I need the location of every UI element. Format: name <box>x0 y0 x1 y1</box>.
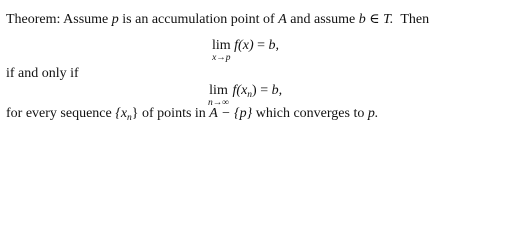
theorem-label: Theorem: <box>6 12 61 27</box>
limit-operator: lim n→∞ <box>208 83 230 108</box>
sequence-condition: for every sequence $\{x_n\}$ of points in A − {p} which converges to p. <box>6 106 379 123</box>
equation-limit-function: lim x→p f(x) = b, <box>212 38 280 63</box>
limit-operator: lim x→p <box>212 38 231 63</box>
equation-limit-sequence: lim n→∞ $f(x_n) = b$, <box>208 83 283 108</box>
iff-text: if and only if <box>6 66 79 81</box>
theorem-statement: Theorem: Assume p is an accumulation point of A and assume b ∈ T. Then <box>6 12 430 27</box>
